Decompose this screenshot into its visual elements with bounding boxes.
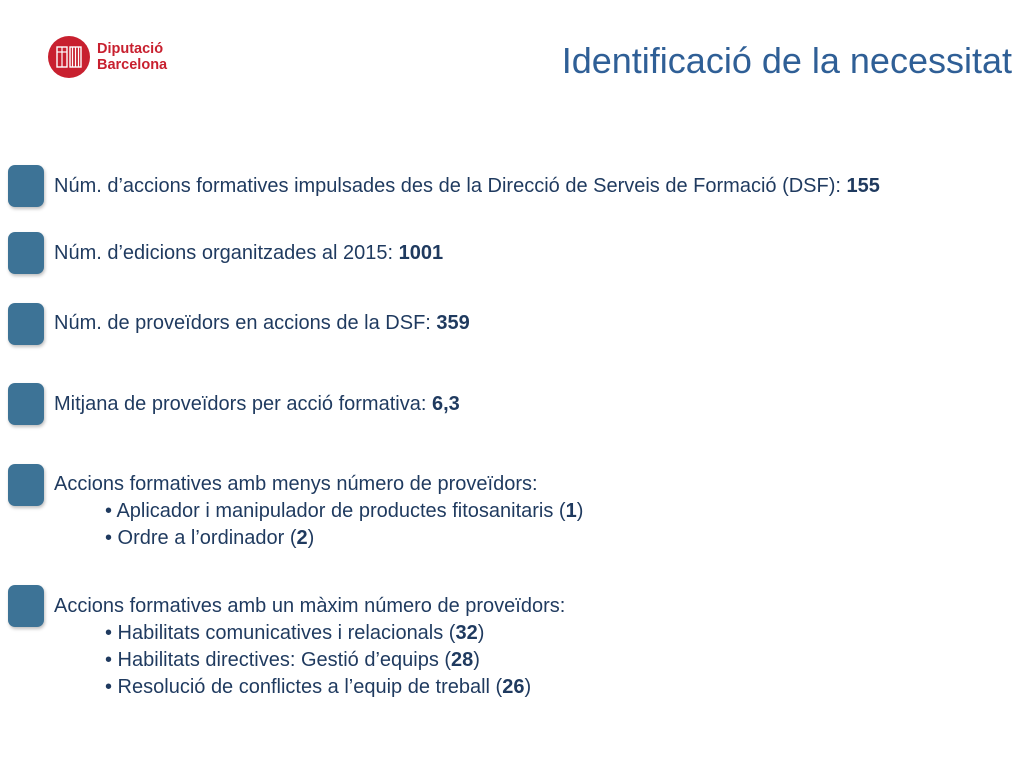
logo-text (97, 41, 167, 73)
square-bullet-icon (8, 303, 44, 345)
item-text: Núm. d’accions formatives impulsades des de la Direcció de Serveis de Formació (DSF): 155 (54, 175, 880, 197)
square-bullet-icon (8, 585, 44, 627)
sub-item: • Ordre a l’ordinador (2) (105, 527, 315, 549)
item-text: Núm. de proveïdors en accions de la DSF: 359 (54, 312, 470, 334)
sub-item: • Habilitats comunicatives i relacionals (32) (105, 622, 485, 644)
logo-line-2: Barcelona (97, 57, 168, 73)
logo-line-1: Diputació (97, 41, 164, 57)
item-value: 6,3 (431, 393, 460, 415)
item-text: Accions formatives amb un màxim número de proveïdors: • Habilitats comunicatives i relacionals (32) • Habilitats directives: Gestió d’equips (28) • Resolució de conflictes a l’equip de treball (26) (54, 593, 565, 701)
square-bullet-icon (8, 464, 44, 506)
item-text: Núm. d’edicions organitzades al 2015: 1001 (54, 242, 444, 264)
sub-item: • Aplicador i manipulador de productes fitosanitaris (1) (105, 500, 584, 522)
sub-item: • Resolució de conflictes a l’equip de treball (26) (105, 676, 532, 698)
item-text: Accions formatives amb menys número de proveïdors: • Aplicador i manipulador de productes fitosanitaris (1) • Ordre a l’ordinador (2) (54, 471, 583, 552)
square-bullet-icon (8, 165, 44, 207)
diputacio-barcelona-logo (48, 36, 167, 78)
item-value: 359 (436, 312, 470, 334)
sub-item: • Habilitats directives: Gestió d’equips (28) (105, 649, 480, 671)
square-bullet-icon (8, 232, 44, 274)
item-value: 155 (846, 175, 880, 197)
item-text: Mitjana de proveïdors per acció formativa: 6,3 (54, 393, 460, 415)
square-bullet-icon (8, 383, 44, 425)
item-value: 1001 (398, 242, 444, 264)
coat-of-arms-icon (48, 36, 90, 78)
slide-title: Identificació de la necessitat (561, 40, 1012, 81)
